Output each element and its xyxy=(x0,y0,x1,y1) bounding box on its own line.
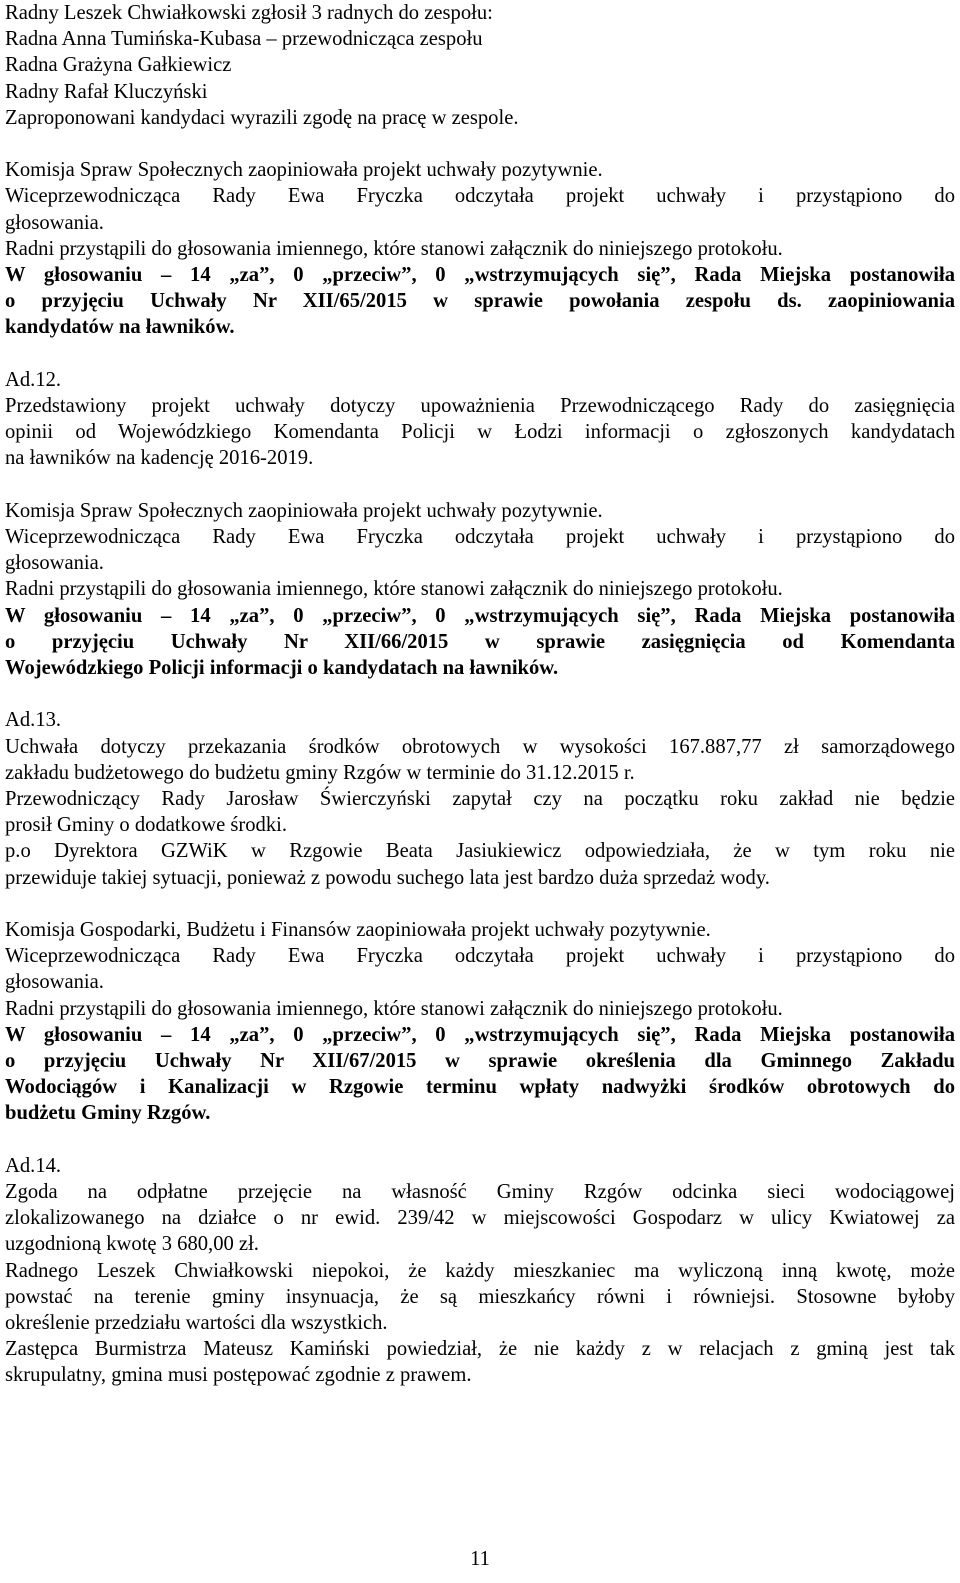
reading-line: Wiceprzewodnicząca Rady Ewa Fryczka odczytała projekt uchwały i przystąpiono do xyxy=(5,526,955,549)
description-line: Zgoda na odpłatne przejęcie na własność Gminy Rzgów odcinka sieci wodociągowej xyxy=(5,1181,955,1204)
description-line: Radnego Leszek Chwiałkowski niepokoi, że każdy mieszkaniec ma wyliczoną inną kwotę, może xyxy=(5,1259,955,1282)
reading-line: Wiceprzewodnicząca Rady Ewa Fryczka odczytała projekt uchwały i przystąpiono do xyxy=(5,185,955,208)
description-line: na ławników na kadencję 2016-2019. xyxy=(5,447,314,470)
paragraph-gap xyxy=(5,131,955,157)
vote-result-line: o przyjęciu Uchwały Nr XII/67/2015 w sprawie określenia dla Gminnego Zakładu xyxy=(5,1050,955,1073)
vote-result-line: o przyjęciu Uchwały Nr XII/65/2015 w sprawie powołania zespołu ds. zaopiniowania xyxy=(5,290,955,313)
paragraph-gap xyxy=(5,341,955,367)
text-line: Zaproponowani kandydaci wyrazili zgodę na pracę w zespole. xyxy=(5,106,519,129)
reading-line: Wiceprzewodnicząca Rady Ewa Fryczka odczytała projekt uchwały i przystąpiono do xyxy=(5,945,955,968)
reading-line-end: głosowania. xyxy=(5,971,104,994)
vote-result-line: Wojewódzkiego Policji informacji o kandydatach na ławników. xyxy=(5,657,559,680)
ad14-section xyxy=(5,1153,955,1389)
ad12-section xyxy=(5,367,955,681)
vote-note: Radni przystąpili do głosowania imiennego, które stanowi załącznik do niniejszego protokołu. xyxy=(5,578,783,601)
section-heading: Ad.14. xyxy=(5,1154,62,1177)
text-line: Radny Rafał Kluczyński xyxy=(5,80,208,103)
vote-result-line: budżetu Gminy Rzgów. xyxy=(5,1102,211,1125)
paragraph-gap xyxy=(5,891,955,917)
vote-result-line: kandydatów na ławników. xyxy=(5,316,235,339)
commission-opinion: Komisja Spraw Społecznych zaopiniowała projekt uchwały pozytywnie. xyxy=(5,159,603,182)
commission-opinion: Komisja Gospodarki, Budżetu i Finansów zaopiniowała projekt uchwały pozytywnie. xyxy=(5,919,711,942)
paragraph-gap xyxy=(5,472,955,498)
commission-opinion: Komisja Spraw Społecznych zaopiniowała projekt uchwały pozytywnie. xyxy=(5,499,603,522)
description-line: p.o Dyrektora GZWiK w Rzgowie Beata Jasiukiewicz odpowiedziała, że w tym roku nie xyxy=(5,840,955,863)
description-line: skrupulatny, gmina musi postępować zgodnie z prawem. xyxy=(5,1364,472,1387)
paragraph-gap xyxy=(5,681,955,707)
vote-result-line: W głosowaniu – 14 „za”, 0 „przeciw”, 0 „wstrzymujących się”, Rada Miejska postanowiła xyxy=(5,264,955,287)
description-line: określenie przedziału wartości dla wszystkich. xyxy=(5,1312,388,1335)
intro-section xyxy=(5,0,955,131)
description-line: Zastępca Burmistrza Mateusz Kamiński powiedział, że nie każdy z w relacjach z gminą jest tak xyxy=(5,1338,955,1361)
section-heading: Ad.13. xyxy=(5,709,62,732)
description-line: Uchwała dotyczy przekazania środków obrotowych w wysokości 167.887,77 zł samorządowego xyxy=(5,735,955,758)
description-line: zlokalizowanego na działce o nr ewid. 239/42 w miejscowości Gospodarz w ulicy Kwiatowej za xyxy=(5,1207,955,1230)
section-heading: Ad.12. xyxy=(5,368,62,391)
vote-result-line: o przyjęciu Uchwały Nr XII/66/2015 w sprawie zasięgnięcia od Komendanta xyxy=(5,630,955,653)
vote-result-line: W głosowaniu – 14 „za”, 0 „przeciw”, 0 „wstrzymujących się”, Rada Miejska postanowiła xyxy=(5,604,955,627)
ad13-section xyxy=(5,707,955,1126)
description-line: zakładu budżetowego do budżetu gminy Rzgów w terminie do 31.12.2015 r. xyxy=(5,761,635,784)
text-line: Radna Anna Tumińska-Kubasa – przewodnicząca zespołu xyxy=(5,28,483,51)
vote-result-line: Wodociągów i Kanalizacji w Rzgowie terminu wpłaty nadwyżki środków obrotowych do xyxy=(5,1076,955,1099)
reading-line-end: głosowania. xyxy=(5,211,104,234)
description-line: uzgodnioną kwotę 3 680,00 zł. xyxy=(5,1233,259,1256)
paragraph-gap xyxy=(5,1127,955,1153)
description-line: Przedstawiony projekt uchwały dotyczy upoważnienia Przewodniczącego Rady do zasięgnięcia xyxy=(5,395,955,418)
document-page xyxy=(5,0,955,1389)
description-line: opinii od Wojewódzkiego Komendanta Policji w Łodzi informacji o zgłoszonych kandydatach xyxy=(5,421,955,444)
vote-result-line: W głosowaniu – 14 „za”, 0 „przeciw”, 0 „wstrzymujących się”, Rada Miejska postanowiła xyxy=(5,1023,955,1046)
reading-line-end: głosowania. xyxy=(5,552,104,575)
description-line: powstać na terenie gminy insynuacja, że są mieszkańcy równi i równiejsi. Stosowne byłoby xyxy=(5,1285,955,1308)
block1-section xyxy=(5,157,955,340)
vote-note: Radni przystąpili do głosowania imiennego, które stanowi załącznik do niniejszego protokołu. xyxy=(5,997,783,1020)
text-line: Radna Grażyna Gałkiewicz xyxy=(5,54,232,77)
description-line: prosił Gminy o dodatkowe środki. xyxy=(5,814,287,837)
description-line: przewiduje takiej sytuacji, ponieważ z powodu suchego lata jest bardzo duża sprzedaż wody. xyxy=(5,866,770,889)
vote-note: Radni przystąpili do głosowania imiennego, które stanowi załącznik do niniejszego protokołu. xyxy=(5,237,783,260)
description-line: Przewodniczący Rady Jarosław Świerczyński zapytał czy na początku roku zakład nie będzie xyxy=(5,788,955,811)
text-line: Radny Leszek Chwiałkowski zgłosił 3 radnych do zespołu: xyxy=(5,2,493,24)
page-number: 11 xyxy=(470,1548,490,1570)
